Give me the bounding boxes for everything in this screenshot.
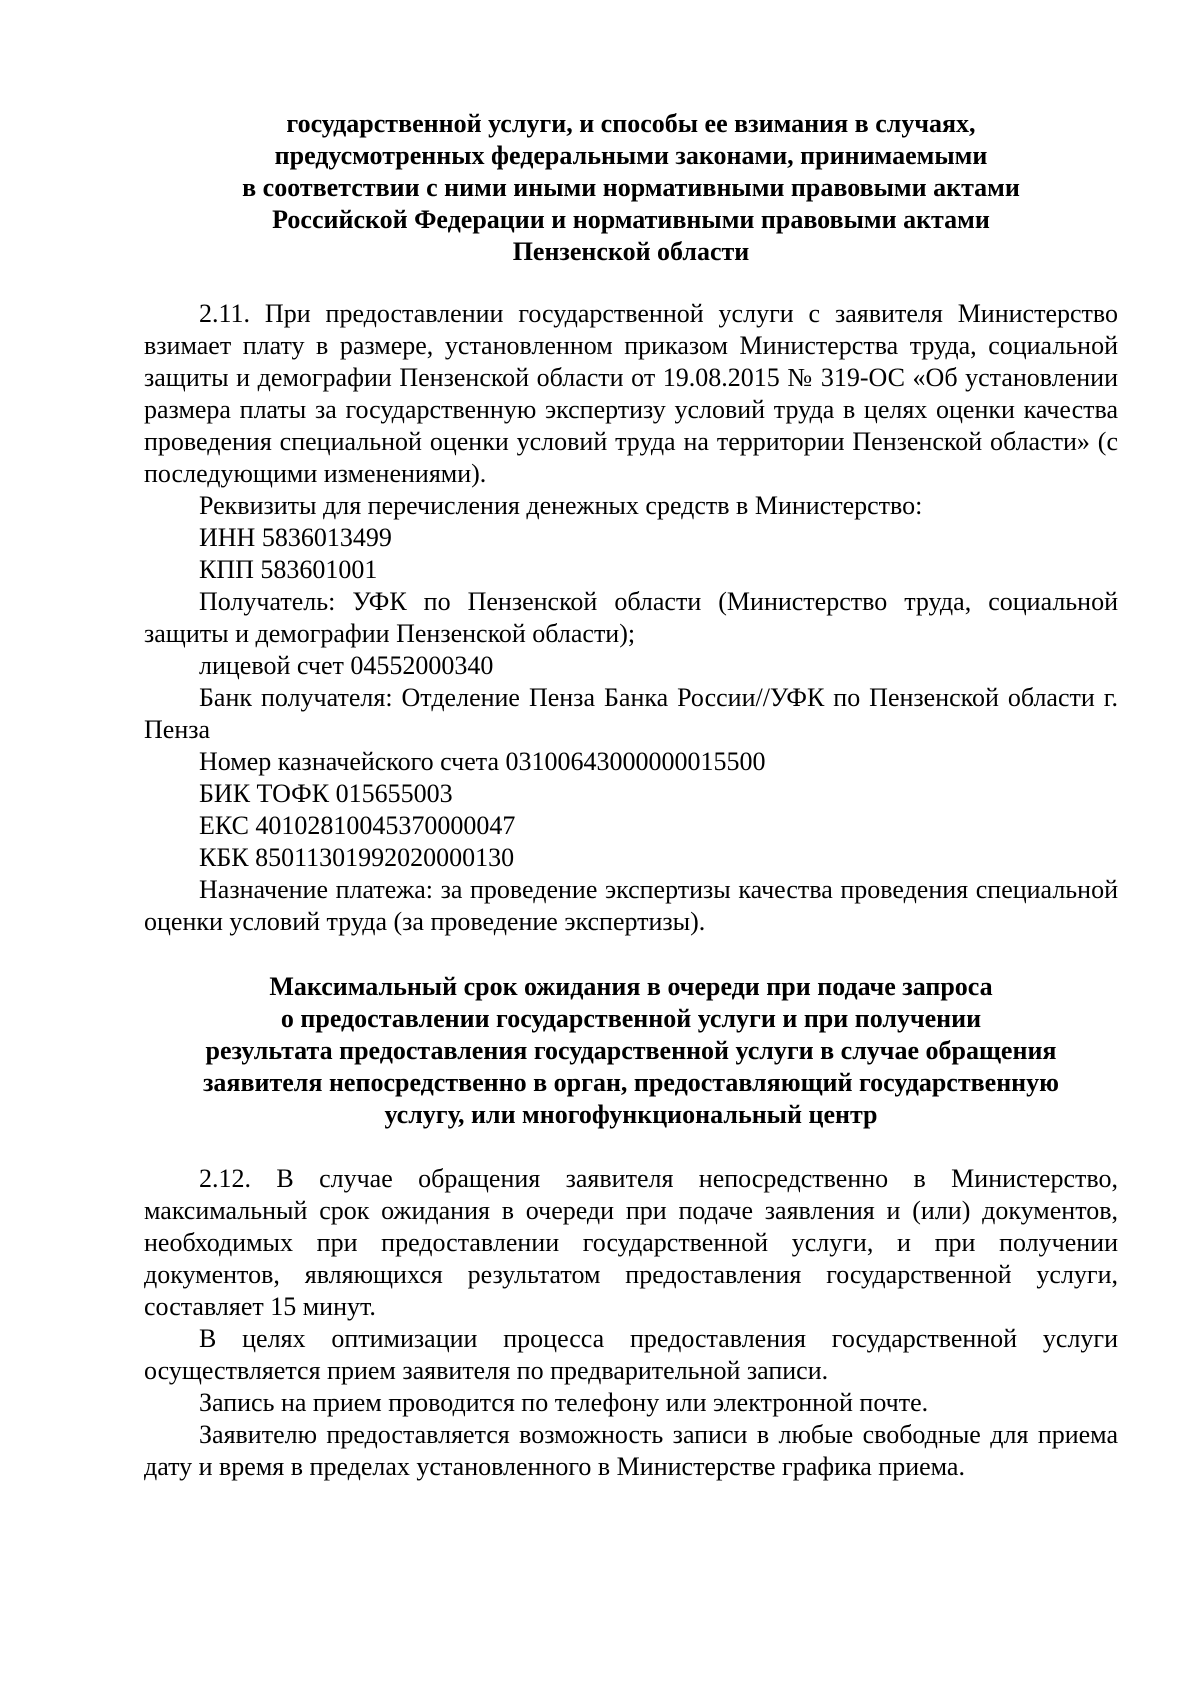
heading-line: Пензенской области xyxy=(512,237,750,266)
section-heading-waiting-time xyxy=(144,971,1118,1131)
treasury-account-line: Номер казначейского счета 03100643000000015500 xyxy=(199,747,766,776)
heading-line: в соответствии с ними иными нормативными правовыми актами xyxy=(242,173,1020,202)
paragraph-2-12: 2.12. В случае обращения заявителя непосредственно в Министерство, максимальный срок ожидания в очереди при подаче заявления и (или) документов, необходимых при предоставлении государственной услуги, и при получении документов, являющихся результатом предоставления государственной услуги, составляет 15 минут. xyxy=(144,1164,1118,1321)
bank-paragraph: Банк получателя: Отделение Пенза Банка России//УФК по Пензенской области г. Пенза xyxy=(144,683,1118,744)
heading-line: результата предоставления государственной услуги в случае обращения xyxy=(205,1036,1057,1065)
bik-line: БИК ТОФК 015655003 xyxy=(199,779,453,808)
document-page xyxy=(144,108,1118,1668)
eks-line: ЕКС 40102810045370000047 xyxy=(199,811,516,840)
payment-details-title: Реквизиты для перечисления денежных средств в Министерство: xyxy=(199,491,923,520)
heading-line: Российской Федерации и нормативными правовыми актами xyxy=(272,205,990,234)
paragraph-appointment-method: Запись на прием проводится по телефону или электронной почте. xyxy=(199,1388,929,1417)
kbk-line: КБК 85011301992020000130 xyxy=(199,843,515,872)
heading-line: Максимальный срок ожидания в очереди при подаче запроса xyxy=(269,972,993,1001)
heading-line: о предоставлении государственной услуги и при получении xyxy=(280,1004,982,1033)
paragraph-appointment-slots: Заявителю предоставляется возможность записи в любые свободные для приема дату и время в пределах установленного в Министерстве графика приема. xyxy=(144,1420,1118,1481)
recipient-paragraph: Получатель: УФК по Пензенской области (Министерство труда, социальной защиты и демографии Пензенской области); xyxy=(144,587,1118,648)
heading-line: предусмотренных федеральными законами, принимаемыми xyxy=(274,141,988,170)
heading-line: государственной услуги, и способы ее взимания в случаях, xyxy=(286,109,976,138)
heading-line: услугу, или многофункциональный центр xyxy=(384,1100,878,1129)
payment-purpose-paragraph: Назначение платежа: за проведение экспертизы качества проведения специальной оценки условий труда (за проведение экспертизы). xyxy=(144,875,1118,936)
section-heading-fees xyxy=(144,108,1118,268)
paragraph-preregistration: В целях оптимизации процесса предоставления государственной услуги осуществляется прием заявителя по предварительной записи. xyxy=(144,1324,1118,1385)
paragraph-2-11: 2.11. При предоставлении государственной услуги с заявителя Министерство взимает плату в размере, установленном приказом Министерства труда, социальной защиты и демографии Пензенской области от 19.08.2015 № 319-ОС «Об установлении размера платы за государственную экспертизу условий труда в целях оценки качества проведения специальной оценки условий труда на территории Пензенской области» (с последующими изменениями). xyxy=(144,299,1118,488)
kpp-line: КПП 583601001 xyxy=(199,555,378,584)
inn-line: ИНН 5836013499 xyxy=(199,523,392,552)
heading-line: заявителя непосредственно в орган, предоставляющий государственную xyxy=(202,1068,1060,1097)
account-line: лицевой счет 04552000340 xyxy=(199,651,494,680)
